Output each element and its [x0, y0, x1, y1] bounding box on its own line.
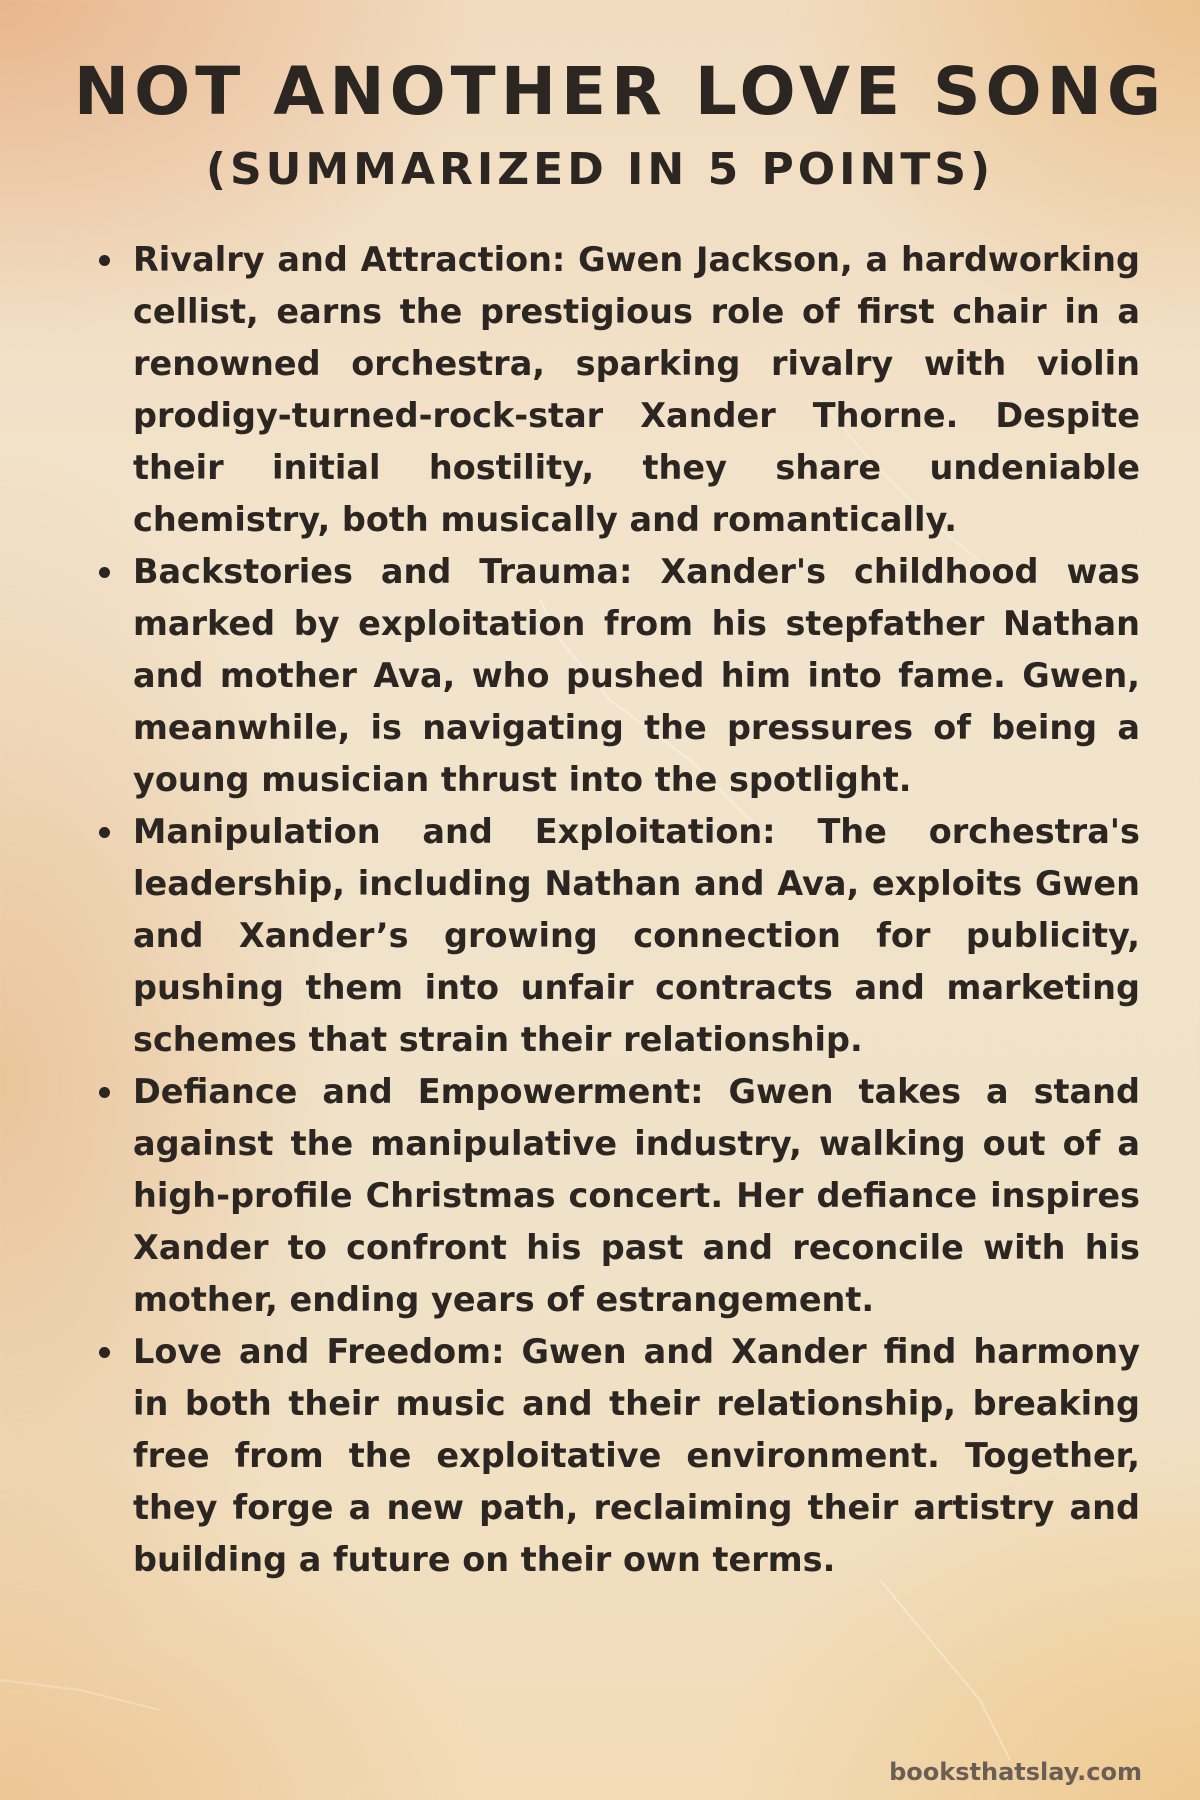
summary-point-text: Love and Freedom: Gwen and Xander find harmony in both their music and their relationship, breaking free from the exploitative environment. Together, they forge a new path, reclaiming their artistry and building a future on their own terms. — [133, 1332, 1140, 1579]
bullet-icon — [99, 255, 110, 266]
bullet-icon — [99, 1087, 110, 1098]
bullet-icon — [99, 1347, 110, 1358]
site-watermark: booksthatslay.com — [889, 1758, 1142, 1786]
summary-point-3 — [95, 806, 1140, 1066]
summary-points-list — [95, 234, 1140, 1586]
summary-point-5 — [95, 1326, 1140, 1586]
page-subtitle: (SUMMARIZED IN 5 POINTS) — [205, 144, 995, 195]
summary-point-4 — [95, 1066, 1140, 1326]
bullet-icon — [99, 827, 110, 838]
summary-point-2 — [95, 546, 1140, 806]
summary-point-text: Defiance and Empowerment: Gwen takes a stand against the manipulative industry, walking out of a high-profile Christmas concert. Her defiance inspires Xander to confront his past and reconcile with his mother, ending years of estrangement. — [133, 1072, 1140, 1319]
bullet-icon — [99, 567, 110, 578]
summary-point-text: Rivalry and Attraction: Gwen Jackson, a hardworking cellist, earns the prestigious role of first chair in a renowned orchestra, sparking rivalry with violin prodigy-turned-rock-star Xander Thorne. Despite their initial hostility, they share undeniable chemistry, both musically and romantically. — [133, 240, 1140, 539]
summary-point-text: Backstories and Trauma: Xander's childhood was marked by exploitation from his stepfather Nathan and mother Ava, who pushed him into fame. Gwen, meanwhile, is navigating the pressures of being a young musician thrust into the spotlight. — [133, 552, 1140, 799]
summary-point-1 — [95, 234, 1140, 546]
page-title: NOT ANOTHER LOVE SONG — [73, 53, 1167, 130]
summary-point-text: Manipulation and Exploitation: The orchestra's leadership, including Nathan and Ava, exploits Gwen and Xander’s growing connection for publicity, pushing them into unfair contracts and marketing schemes that strain their relationship. — [133, 812, 1140, 1059]
